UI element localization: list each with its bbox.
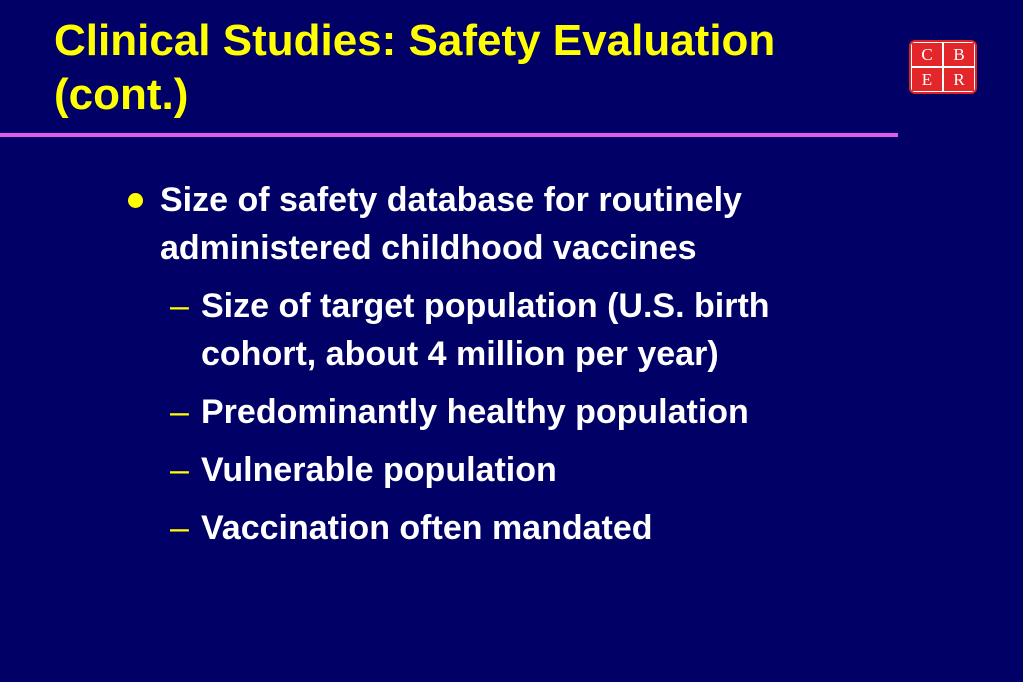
sub-bullet-line-1: Size of target population (U.S. birth	[201, 287, 770, 325]
logo-cell-c: C	[912, 43, 942, 66]
main-bullet-line-1: Size of safety database for routinely	[160, 181, 742, 219]
main-bullet-text	[160, 176, 880, 272]
sub-bullet-text	[201, 388, 921, 436]
sub-bullet-text	[201, 446, 921, 494]
dash-icon: –	[170, 287, 189, 325]
cber-logo	[909, 40, 977, 94]
sub-bullet-line-2: cohort, about 4 million per year)	[201, 335, 719, 373]
slide-title-line-2: (cont.)	[54, 70, 189, 119]
logo-cell-r: R	[944, 68, 974, 91]
logo-cell-b: B	[944, 43, 974, 66]
dash-icon: –	[170, 393, 189, 431]
sub-bullet-line-1: Vulnerable population	[201, 451, 557, 489]
sub-bullet-line-1: Predominantly healthy population	[201, 393, 749, 431]
title-divider	[0, 133, 898, 137]
bullet-dot-icon	[128, 193, 143, 208]
sub-bullet-line-1: Vaccination often mandated	[201, 509, 653, 547]
main-bullet-line-2: administered childhood vaccines	[160, 229, 697, 267]
dash-icon: –	[170, 451, 189, 489]
logo-cell-e: E	[912, 68, 942, 91]
sub-bullet-text	[201, 504, 921, 552]
slide-title	[54, 14, 904, 122]
dash-icon: –	[170, 509, 189, 547]
sub-bullet-text	[201, 282, 921, 378]
slide-title-line-1: Clinical Studies: Safety Evaluation	[54, 16, 776, 65]
